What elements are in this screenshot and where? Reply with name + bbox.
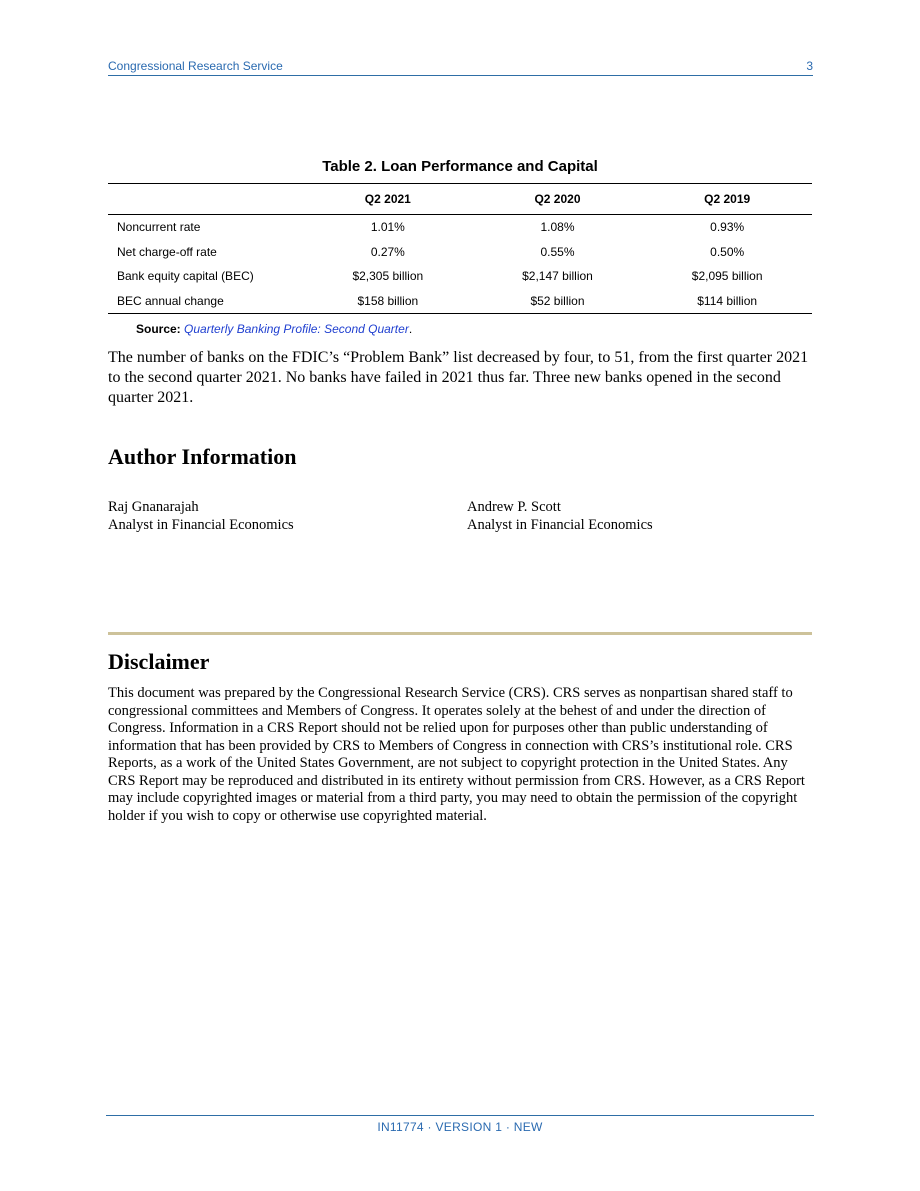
table-caption: Table 2. Loan Performance and Capital xyxy=(322,158,598,175)
source-label: Source: xyxy=(136,322,181,336)
table-cell: 1.08% xyxy=(540,220,575,235)
disclaimer-heading: Disclaimer xyxy=(108,649,210,674)
row-label: BEC annual change xyxy=(108,289,303,314)
table-cell: $2,305 billion xyxy=(352,269,424,284)
column-header: Q2 2019 xyxy=(642,184,812,215)
table-cell: 0.93% xyxy=(710,220,745,235)
body-paragraph: The number of banks on the FDIC’s “Problem Bank” list decreased by four, to 51, from the first quarter 2021 to the second quarter 2021. No banks have failed in 2021 thus far. Three new banks opened in the second quarter 2021. xyxy=(108,349,809,406)
author-block xyxy=(108,498,294,534)
author-name: Raj Gnanarajah xyxy=(108,499,199,515)
page-number: 3 xyxy=(806,59,813,73)
footer-divider xyxy=(106,1115,814,1116)
author-title: Analyst in Financial Economics xyxy=(467,517,653,533)
table-cell: $114 billion xyxy=(642,289,812,314)
header-title: Congressional Research Service xyxy=(108,59,283,73)
table-cell: $2,147 billion xyxy=(522,269,593,284)
table-cell: $52 billion xyxy=(473,289,643,314)
table-cell: 0.50% xyxy=(710,244,745,259)
page-footer: IN11774 · VERSION 1 · NEW xyxy=(377,1120,543,1134)
loan-performance-table xyxy=(108,183,812,314)
table-row xyxy=(108,240,812,265)
row-label: Bank equity capital (BEC) xyxy=(117,269,254,284)
column-header: Q2 2021 xyxy=(303,184,473,215)
source-link[interactable]: Quarterly Banking Profile: Second Quarter xyxy=(184,322,409,336)
row-label: Net charge-off rate xyxy=(117,244,217,259)
header-blank-cell xyxy=(108,184,303,215)
table-cell: $2,095 billion xyxy=(691,269,763,284)
author-title: Analyst in Financial Economics xyxy=(108,517,294,533)
page-header xyxy=(108,57,813,76)
section-divider xyxy=(108,632,812,635)
table-row xyxy=(108,215,812,240)
table-row xyxy=(108,264,812,289)
table-source xyxy=(136,322,412,336)
table-cell: 0.55% xyxy=(540,244,575,259)
author-heading: Author Information xyxy=(108,444,297,469)
column-header: Q2 2020 xyxy=(473,184,643,215)
author-name: Andrew P. Scott xyxy=(467,499,561,515)
disclaimer-text: This document was prepared by the Congressional Research Service (CRS). CRS serves as nonpartisan shared staff to congressional committees and Members of Congress. It operates solely at the behest of and under the direction of Congress. Information in a CRS Report should not be relied upon for purposes other than public understanding of information that has been provided by CRS to Members of Congress in connection with CRS’s institutional role. CRS Reports, as a work of the United States Government, are not subject to copyright protection in the United States. Any CRS Report may be reproduced and distributed in its entirety without permission from CRS. However, as a CRS Report may include copyrighted images or material from a third party, you may need to obtain the permission of the copyright holder if you wish to copy or otherwise use copyrighted material. xyxy=(108,685,805,824)
table-cell: 0.27% xyxy=(370,244,405,259)
row-label: Noncurrent rate xyxy=(117,220,201,235)
table-row xyxy=(108,289,812,314)
author-block xyxy=(467,498,653,534)
table-header-row xyxy=(108,184,812,215)
table-cell: $158 billion xyxy=(303,289,473,314)
source-end: . xyxy=(408,322,413,336)
table-cell: 1.01% xyxy=(370,220,405,235)
